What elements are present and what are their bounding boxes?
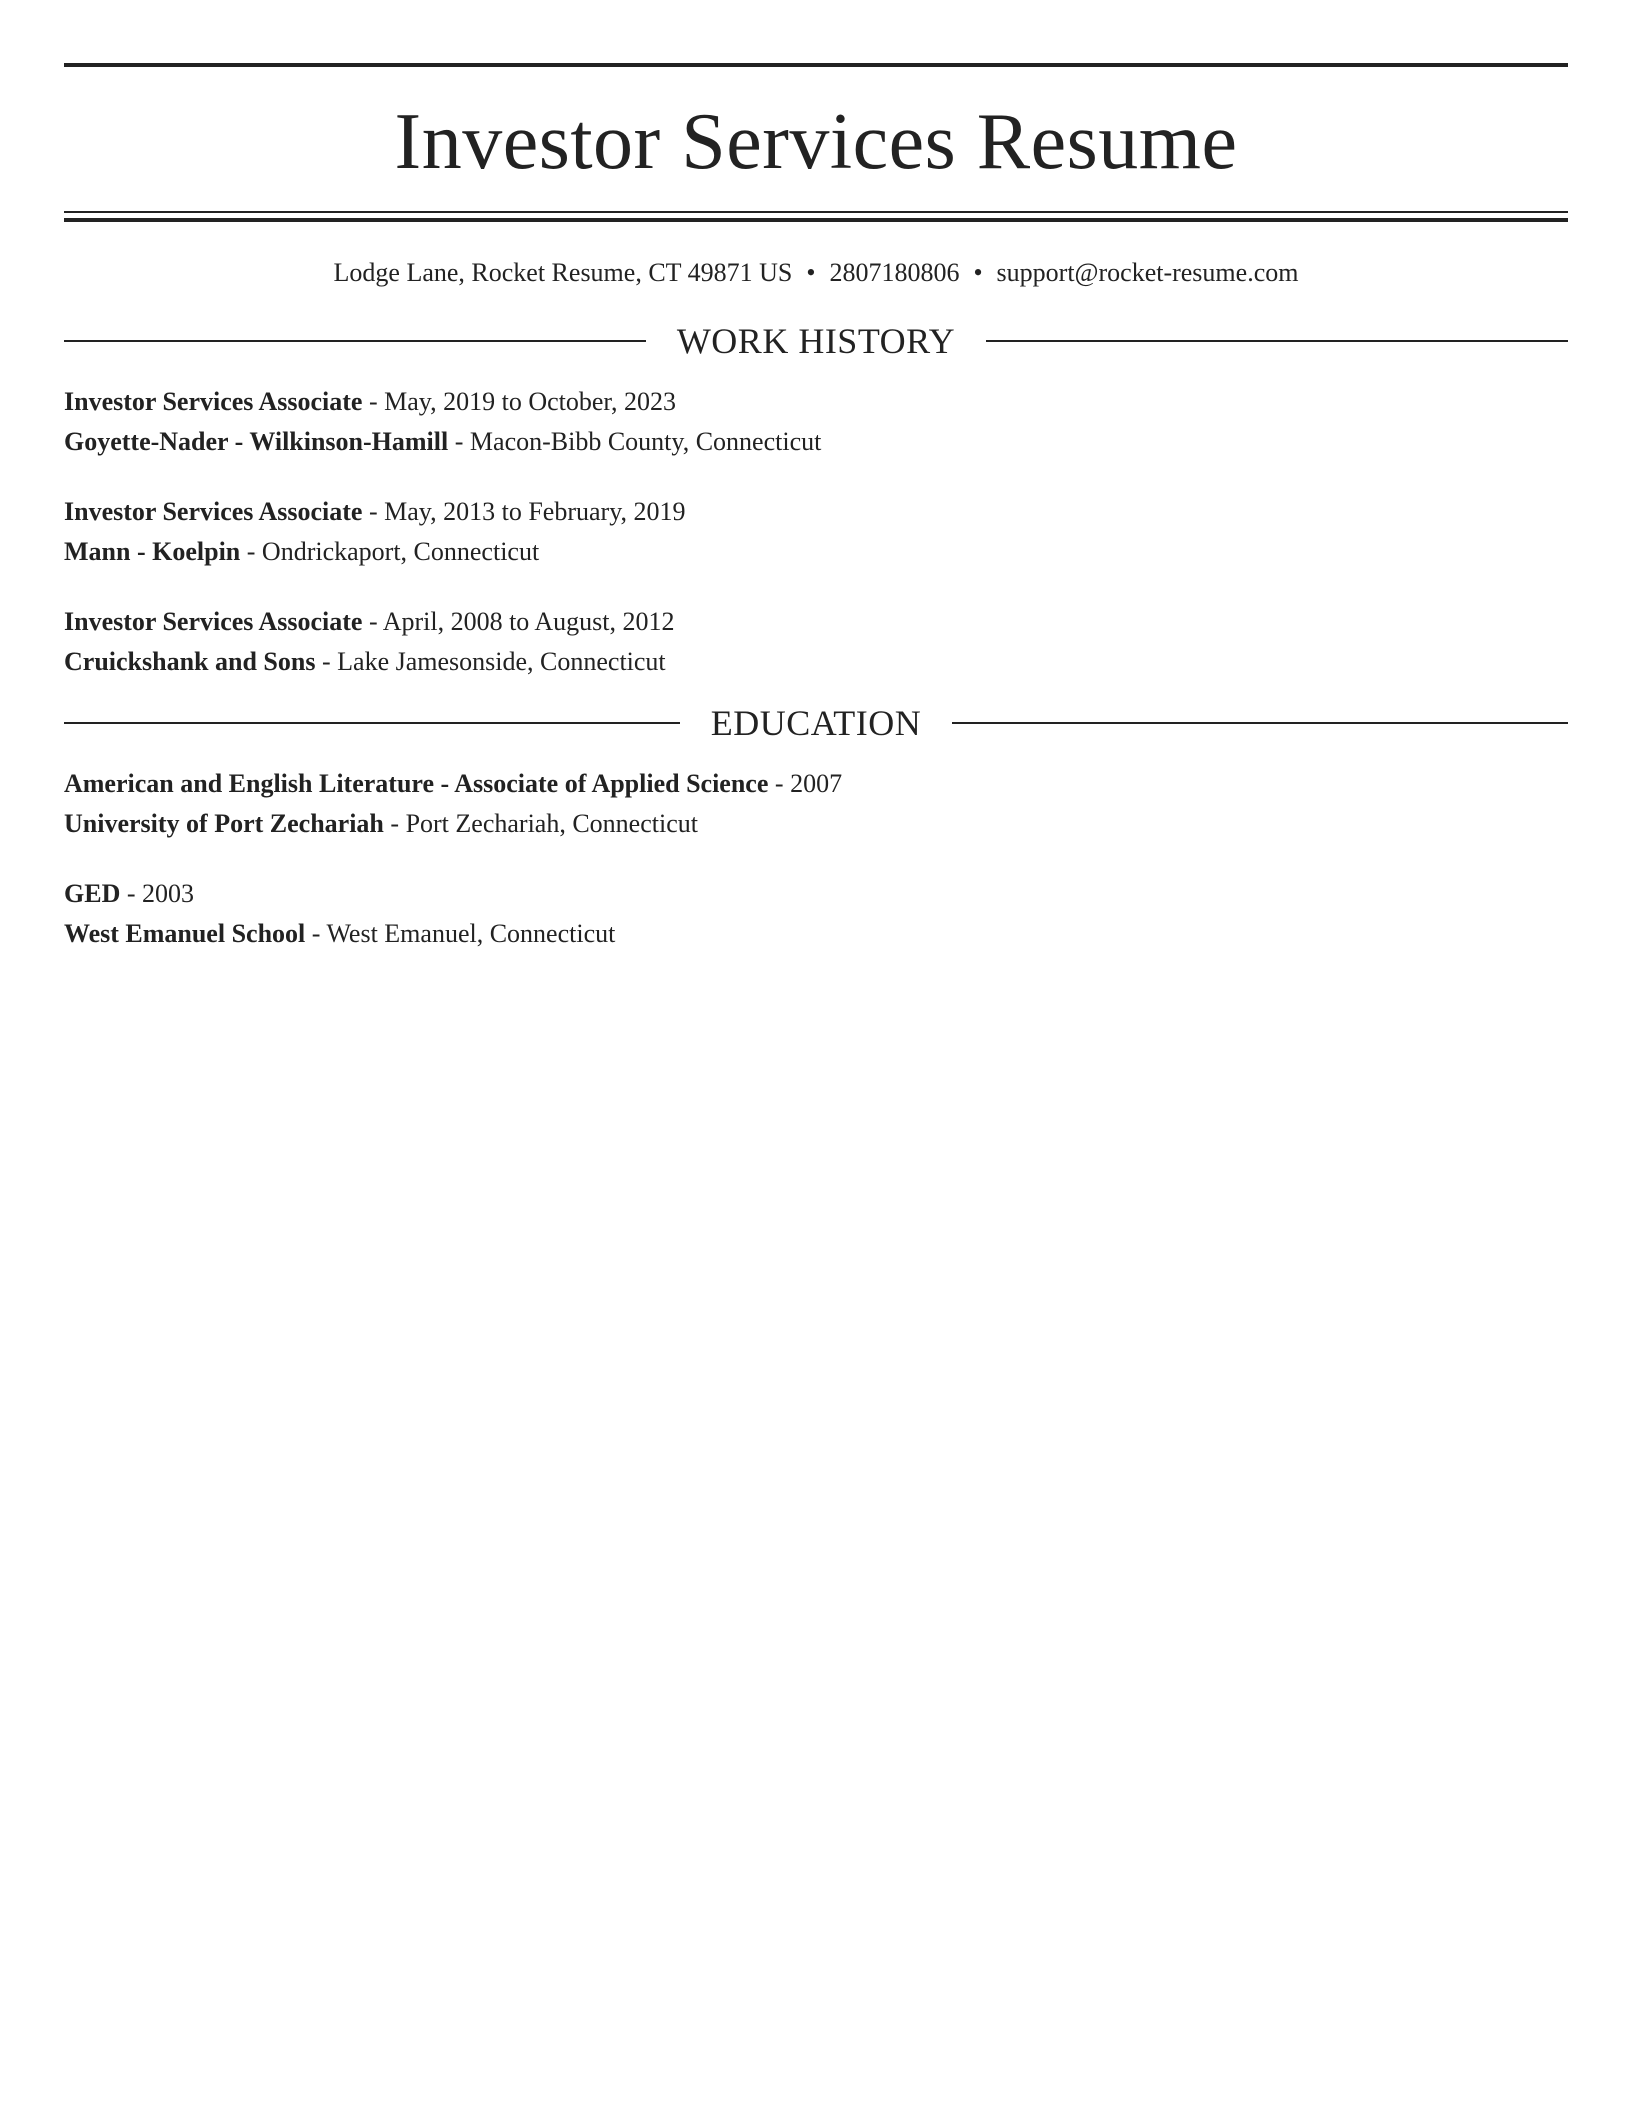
dash: - xyxy=(120,879,143,908)
employer-name: Mann - Koelpin xyxy=(64,537,241,566)
title-double-rule xyxy=(64,211,1568,222)
contact-address: Lodge Lane, Rocket Resume, CT 49871 US xyxy=(333,258,793,287)
degree-year: 2007 xyxy=(790,769,843,798)
resume-page xyxy=(64,63,1568,954)
work-entry xyxy=(64,382,1568,462)
job-dates: May, 2013 to February, 2019 xyxy=(384,497,686,526)
job-title: Investor Services Associate xyxy=(64,387,363,416)
top-rule xyxy=(64,63,1568,67)
work-entry-employer-row xyxy=(64,532,1568,572)
degree-name: American and English Literature - Associate of Applied Science xyxy=(64,769,769,798)
employer-location: Ondrickaport, Connecticut xyxy=(261,537,540,566)
degree-year: 2003 xyxy=(142,879,195,908)
job-dates: May, 2019 to October, 2023 xyxy=(384,387,677,416)
heading-rule-left xyxy=(64,722,680,724)
dash: - xyxy=(315,647,338,676)
education-label: EDUCATION xyxy=(710,703,922,743)
contact-separator: • xyxy=(973,258,983,287)
education-entry-school-row xyxy=(64,804,1568,844)
employer-location: Macon-Bibb County, Connecticut xyxy=(469,427,822,456)
school-location: West Emanuel, Connecticut xyxy=(326,919,616,948)
education-entry-degree-row xyxy=(64,764,1568,804)
job-dates: April, 2008 to August, 2012 xyxy=(382,607,675,636)
work-entry-title-row xyxy=(64,492,1568,532)
work-entry xyxy=(64,602,1568,682)
education-list xyxy=(64,764,1568,954)
school-name: University of Port Zechariah xyxy=(64,809,384,838)
education-entry-degree-row xyxy=(64,874,1568,914)
employer-name: Goyette-Nader - Wilkinson-Hamill xyxy=(64,427,449,456)
work-entry-title-row xyxy=(64,602,1568,642)
contact-line xyxy=(64,257,1568,289)
employer-location: Lake Jamesonside, Connecticut xyxy=(337,647,666,676)
dash: - xyxy=(240,537,262,566)
contact-separator: • xyxy=(806,258,816,287)
job-title: Investor Services Associate xyxy=(64,497,363,526)
heading-rule-left xyxy=(64,340,646,342)
heading-rule-right xyxy=(952,722,1568,724)
school-location: Port Zechariah, Connecticut xyxy=(405,809,698,838)
job-title: Investor Services Associate xyxy=(64,607,363,636)
school-name: West Emanuel School xyxy=(64,919,306,948)
dash: - xyxy=(383,809,406,838)
dash: - xyxy=(768,769,791,798)
dash: - xyxy=(362,387,385,416)
page-title: Investor Services Resume xyxy=(394,98,1238,186)
dash: - xyxy=(305,919,327,948)
education-entry xyxy=(64,764,1568,844)
education-entry-school-row xyxy=(64,914,1568,954)
work-entry-title-row xyxy=(64,382,1568,422)
work-history-list xyxy=(64,382,1568,682)
heading-rule-right xyxy=(986,340,1568,342)
work-history-label: WORK HISTORY xyxy=(676,321,956,361)
degree-name: GED xyxy=(64,879,121,908)
dash: - xyxy=(362,607,383,636)
work-entry-employer-row xyxy=(64,422,1568,462)
employer-name: Cruickshank and Sons xyxy=(64,647,316,676)
contact-phone: 2807180806 xyxy=(829,258,960,287)
work-history-heading xyxy=(64,321,1568,361)
work-entry xyxy=(64,492,1568,572)
education-entry xyxy=(64,874,1568,954)
dash: - xyxy=(362,497,385,526)
contact-email: support@rocket-resume.com xyxy=(996,258,1299,287)
dash: - xyxy=(448,427,470,456)
education-heading xyxy=(64,703,1568,743)
work-entry-employer-row xyxy=(64,642,1568,682)
